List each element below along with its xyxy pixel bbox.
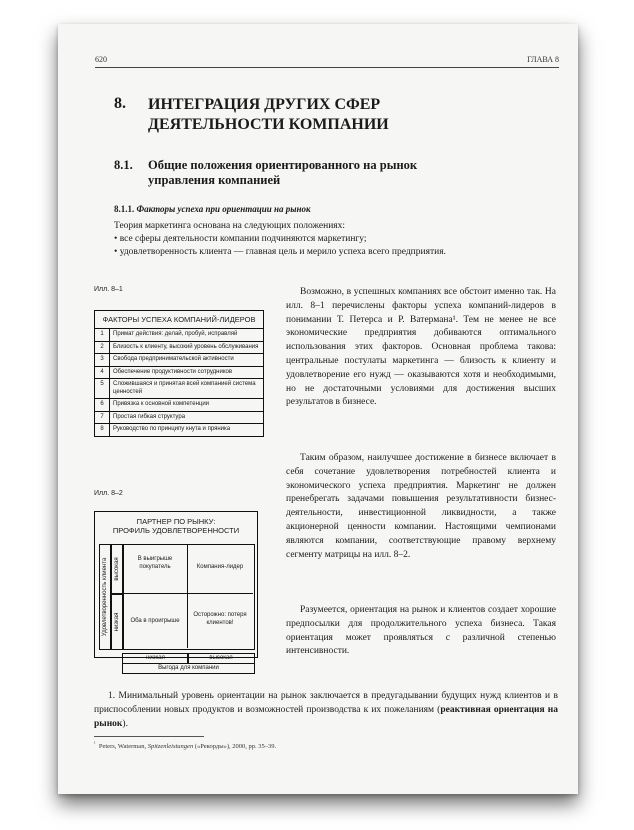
table-title: ФАКТОРЫ УСПЕХА КОМПАНИЙ-ЛИДЕРОВ bbox=[95, 311, 264, 329]
matrix-title: ПАРТНЕР ПО РЫНКУ: ПРОФИЛЬ УДОВЛЕТВОРЕННОСТИ bbox=[112, 517, 240, 535]
table-row: 5 Сложившаяся и принятая всей компанией система ценностей bbox=[95, 379, 264, 399]
quadrant-bottom-right: Осторожно: потеря клиентов! bbox=[193, 612, 247, 626]
bullet-item: • удовлетворенность клиента — главная цель и мерило успеха всего предприятия. bbox=[114, 247, 446, 257]
subsection-heading: 8.1.1. Факторы успеха при ориентации на рынок bbox=[114, 204, 311, 214]
right-paragraph-2: Таким образом, наилучшее достижение в бизнесе включает в себя сочетание удовлетворения потребностей клиента и экономического успеха предприятия. Маркетинг не должен пренебрегать задачами повышения результативности бизнес-деятельности, инвестиционной ликвидности, а также акционерной ценности компании. Настоящими чемпионами являются компании, соответствующие правому верхнему сегменту матрицы на илл. 8–2. bbox=[286, 453, 556, 560]
quadrant-bottom-left: Оба в проигрыше bbox=[130, 618, 180, 624]
table-row: 8 Руководство по принципу кнута и пряника bbox=[95, 424, 264, 437]
table-row: 3 Свобода предпринимательской активности bbox=[95, 354, 264, 367]
table-row: 4 Обеспечение продуктивности сотрудников bbox=[95, 366, 264, 379]
table-row: 7 Простая гибкая структура bbox=[95, 411, 264, 424]
table-row: 6 Привязка к основной компетенции bbox=[95, 399, 264, 412]
footnote-rule bbox=[94, 736, 204, 737]
bottom-paragraph: 1. Минимальный уровень ориентации на рынок заключается в предугадывании будущих нужд клиентов и в приспособлении новых продуктов и возможностей производства к их пожеланиям (реактивная ориентация на рынок). bbox=[94, 691, 559, 729]
figure2-caption: Илл. 8–2 bbox=[94, 490, 123, 497]
figure1-caption: Илл. 8–1 bbox=[94, 286, 123, 293]
running-header: ГЛАВА 8 bbox=[527, 55, 559, 64]
y-axis-box bbox=[99, 544, 111, 650]
chapter-title: ИНТЕГРАЦИЯ ДРУГИХ СФЕР ДЕЯТЕЛЬНОСТИ КОМПАНИИ bbox=[148, 96, 389, 133]
section-number: 8.1. bbox=[114, 158, 133, 172]
footnote: $^{^1}$ Peters, Waterman, Spitzenleistungen («Рекорды»), 2000, pp. 35–39. bbox=[94, 741, 277, 751]
book-page bbox=[58, 24, 578, 794]
right-paragraph-1: Возможно, в успешных компаниях все обстоит именно так. На илл. 8–1 перечислены факторы успеха компаний-лидеров в понимании Т. Петерса и Р. Ватермана¹. Тем не менее не все экономические предприятия добиваются оптимального использования этих факторов. Основная проблема такова: центральные постулаты маркетинга — близость к клиенту и удовлетворение его нужд — оказываются хотя и необходимыми, но не достаточными условиями для достижения высших результатов в бизнесе. bbox=[286, 287, 556, 408]
y-high-label: высокая bbox=[114, 557, 120, 581]
section-title: Общие положения ориентированного на рынок управления компанией bbox=[148, 158, 418, 187]
matrix-divider-h bbox=[123, 593, 253, 594]
y-high-box bbox=[111, 544, 123, 594]
chapter-number: 8. bbox=[114, 95, 126, 112]
header-rule bbox=[95, 67, 559, 68]
y-axis-label: Удовлетворенность клиента bbox=[102, 557, 108, 637]
table-row: 2 Близость к клиенту, высокий уровень обслуживания bbox=[95, 341, 264, 354]
y-low-box bbox=[111, 594, 123, 650]
matrix-divider-v bbox=[187, 544, 188, 648]
quadrant-top-right: Компания-лидер bbox=[196, 564, 244, 570]
satisfaction-matrix bbox=[94, 511, 258, 658]
page-number: 620 bbox=[95, 55, 107, 64]
bullet-item: • все сферы деятельности компании подчиняются маркетингу; bbox=[114, 234, 367, 244]
quadrant-top-left: В выигрыше покупатель bbox=[137, 556, 173, 570]
right-paragraph-3: Разумеется, ориентация на рынок и клиентов создает хорошие предпосылки для продолжительного успеха бизнеса. Такая ориентация может проявляться с различной степенью интенсивности. bbox=[286, 605, 556, 657]
x-high-label: высокая bbox=[187, 653, 255, 664]
success-factors-table bbox=[94, 310, 264, 437]
table-row: 1 Примат действия: делай, пробуй, исправляй bbox=[95, 329, 264, 342]
intro-text: Теория маркетинга основана на следующих положениях: • все сферы деятельности компании подчиняются маркетингу; • удовлетворенность клиента — главная цель и мерило успеха всего предприятия. bbox=[114, 220, 574, 259]
x-low-label: низкая bbox=[122, 653, 189, 664]
x-axis-label: Выгода для компании bbox=[122, 663, 255, 674]
y-low-label: низкая bbox=[114, 612, 120, 632]
